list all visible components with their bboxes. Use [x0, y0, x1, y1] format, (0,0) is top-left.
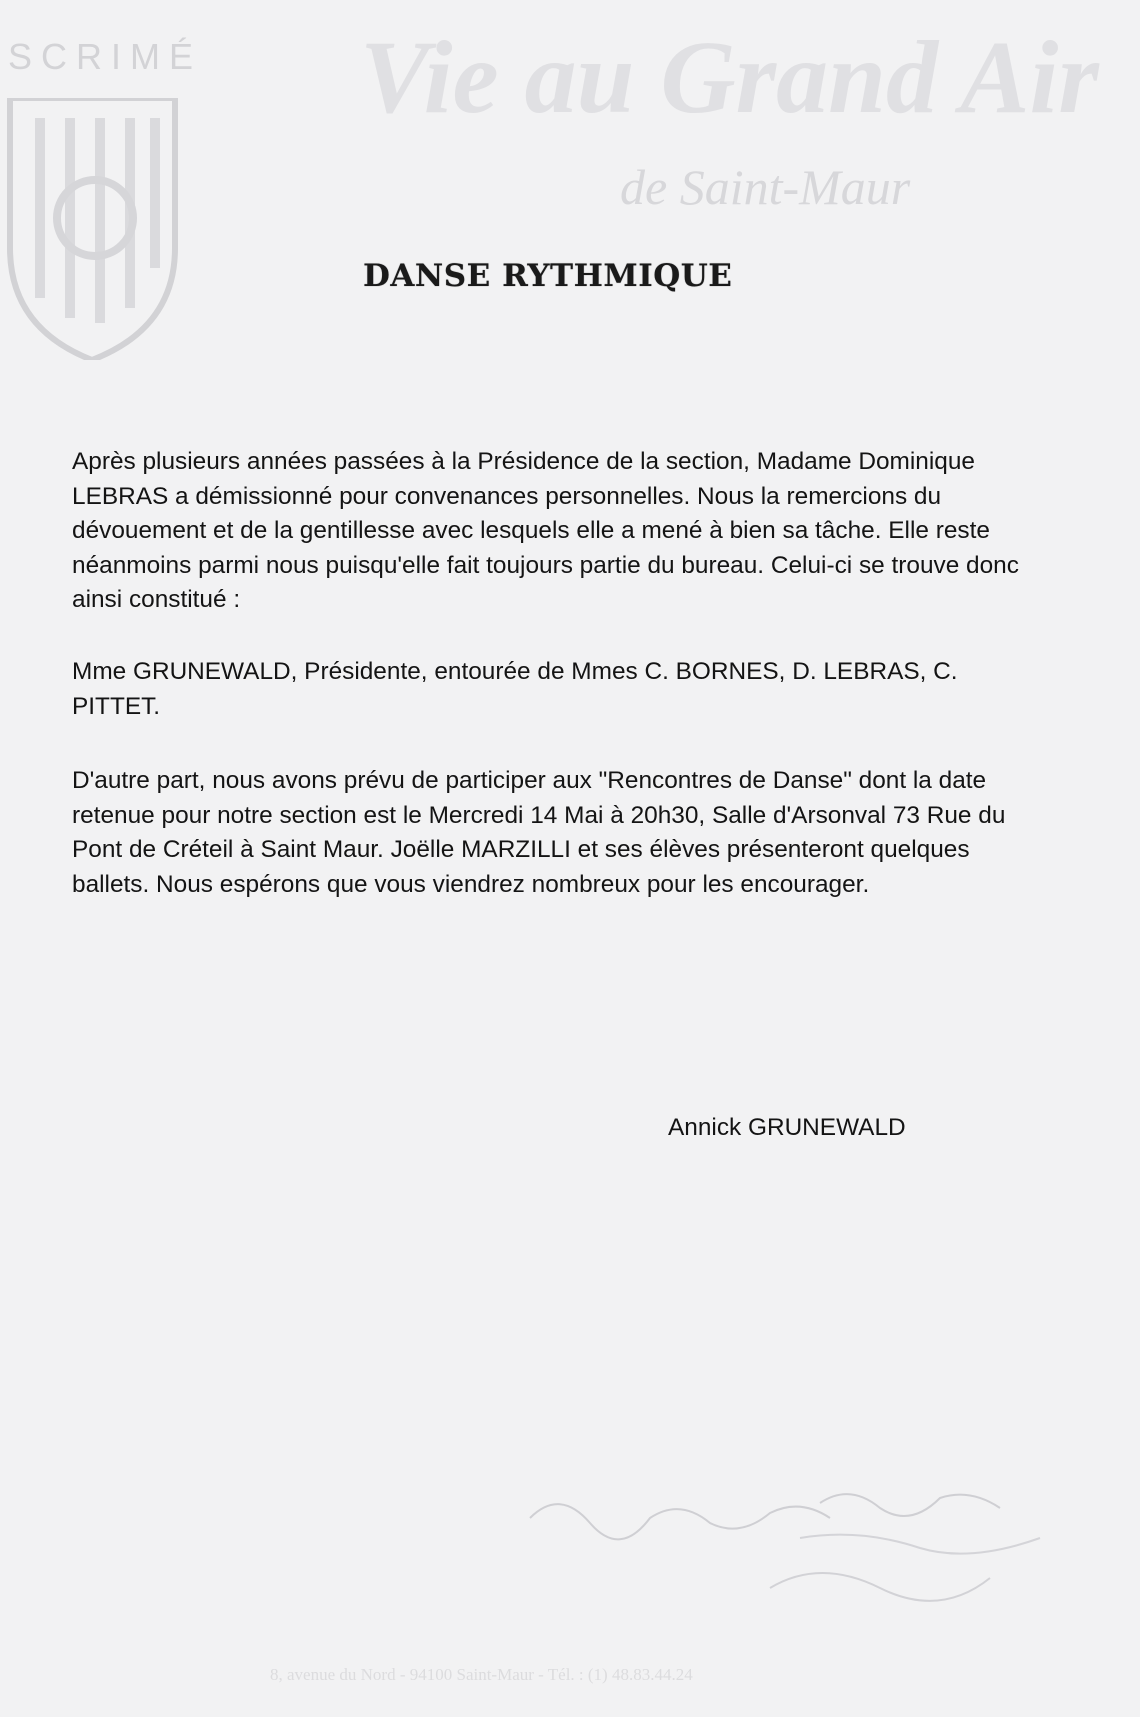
- paragraph-bureau: Mme GRUNEWALD, Présidente, entourée de Mmes C. BORNES, D. LEBRAS, C. PITTET.: [72, 658, 958, 720]
- ghost-handwritten-signature: [520, 1478, 1080, 1638]
- signature-name: Annick GRUNEWALD: [668, 1114, 906, 1141]
- document-title: DANSE RYTHMIQUE: [363, 258, 733, 294]
- ghost-section-label: SCRIMÉ: [8, 36, 203, 77]
- ghost-club-location: de Saint-Maur: [620, 159, 911, 215]
- paragraph-rencontres: D'autre part, nous avons prévu de participer aux "Rencontres de Danse" dont la date retenue pour notre section est le Mercredi 14 Mai à 20h30, Salle d'Arsonval 73 Rue du Pont de Créteil à Saint Maur. Joëlle MARZILLI et ses élèves présenteront quelques ballets. Nous espérons que vous viendrez nombreux pour les encourager.: [72, 767, 1006, 898]
- ghost-crest-emblem: [0, 98, 182, 360]
- ghost-club-logo: Vie au Grand Air: [360, 20, 1099, 135]
- ghost-footer-address: 8, avenue du Nord - 94100 Saint-Maur - Tél. : (1) 48.83.44.24: [270, 1665, 693, 1684]
- paragraph-presidency: Après plusieurs années passées à la Présidence de la section, Madame Dominique LEBRAS a démissionné pour convenances personnelles. Nous la remercions du dévouement et de la gentillesse avec lesquels elle a mené à bien sa tâche. Elle reste néanmoins parmi nous puisqu'elle fait toujours partie du bureau. Celui-ci se trouve donc ainsi constitué :: [72, 448, 1019, 613]
